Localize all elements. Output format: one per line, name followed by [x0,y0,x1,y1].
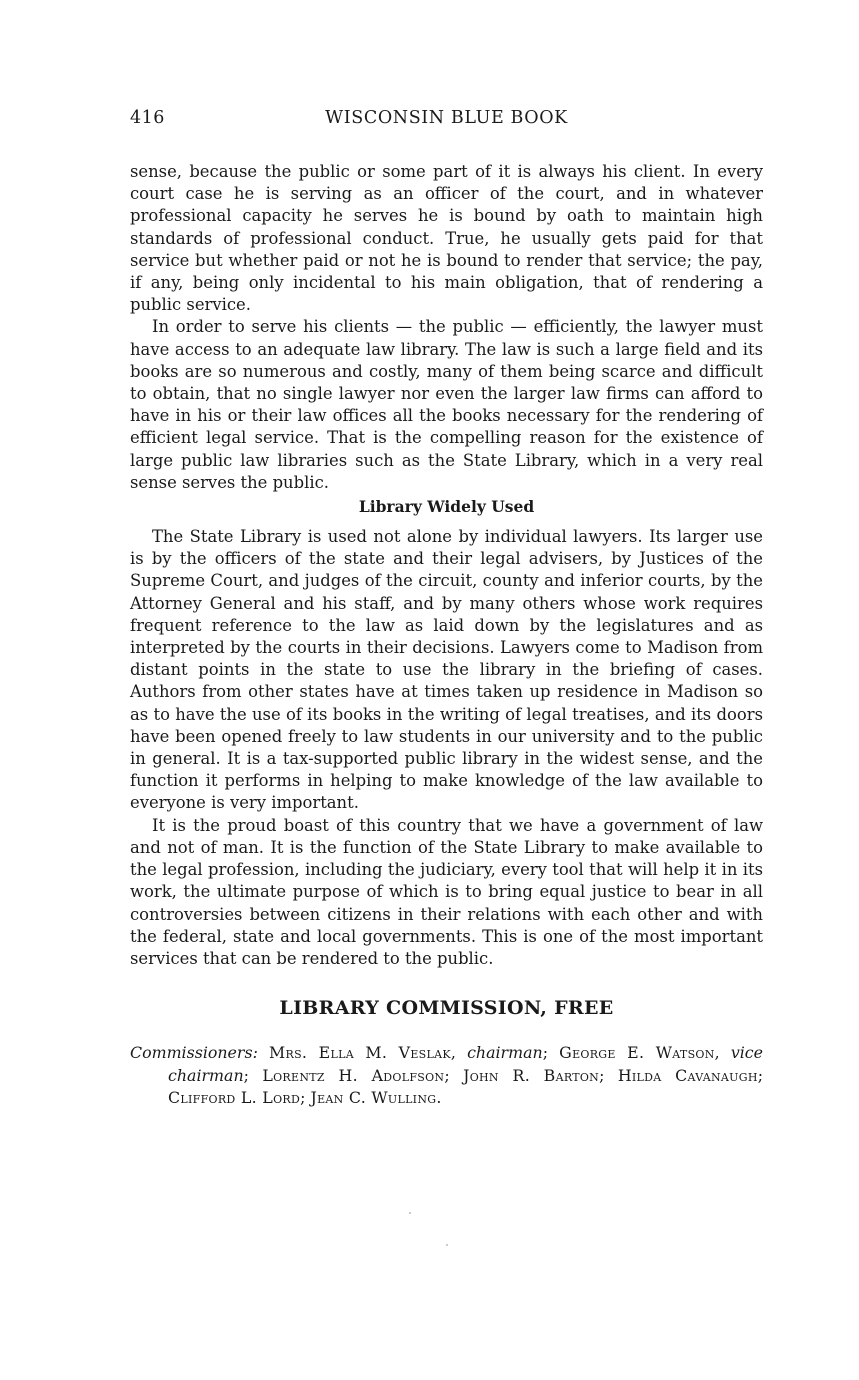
commissioners-list: Commissioners: Mrs. Ella M. Veslak, chairman; George E. Watson, vice chairman; Lorentz H. Adolfson; John R. Barton; Hilda Cavanaugh; Clifford L. Lord; Jean C. Wulling. [130,1043,764,1108]
commissioner-name: Clifford L. Lord [168,1088,301,1108]
subheading-library-widely-used: Library Widely Used [358,497,535,517]
commissioner-name: Jean C. Wulling [310,1088,437,1108]
paragraph-continued: sense, because the public or some part of it is always his client. In every court case he is serving as an officer of the court, and in whatever professional capacity he serves he is bound by oath to maintain high standards of professional conduct. True, he usually gets paid for that service but whether paid or not he is bound to render that service; the pay, if any, being only incidental to his main obligation, that of rendering a public service. [130,162,763,315]
paper-speck [446,1244,448,1246]
section-heading-library-commission: LIBRARY COMMISSION, FREE [279,997,614,1020]
commissioners-label: Commissioners: [130,1043,258,1063]
commissioner-role: chairman [467,1043,543,1063]
running-head [130,108,763,136]
book-page [130,108,763,1110]
commissioner-name: Hilda Cavanaugh [617,1065,758,1085]
book-title: WISCONSIN BLUE BOOK [325,108,568,128]
commissioner-name: George E. Watson [559,1043,715,1063]
paragraph-state-library-use: The State Library is used not alone by individual lawyers. Its larger use is by the officers of the state and their legal advisers, by Justices of the Supreme Court, and judges of the circuit, county and inferior courts, by the Attorney General and his staff, and by many others whose work requires frequent reference to the law as laid down by the legislatures and as interpreted by the courts in their decisions. Lawyers come to Madison from distant points in the state to use the library in the briefing of cases. Authors from other states have at times taken up residence in Madison so as to have the use of its books in the writing of legal treatises, and its doors have been opened freely to law students in our university and to the public in general. It is a tax-supported public library in the widest sense, and the function it performs in helping to make knowledge of the law available to everyone is very important. [130,527,763,813]
commissioner-name: Mrs. Ella M. Veslak [269,1043,451,1063]
paper-speck [409,1212,411,1214]
paragraph-law-library: In order to serve his clients — the public — efficiently, the lawyer must have access to an adequate law library. The law is such a large field and its books are so numerous and costly, many of them being scarce and difficult to obtain, that no single lawyer nor even the larger law firms can afford to have in his or their law offices all the books necessary for the rendering of efficient legal service. That is the compelling reason for the existence of large public law libraries such as the State Library, which in a very real sense serves the public. [130,317,763,492]
commissioner-name: Lorentz H. Adolfson [262,1065,445,1085]
commissioner-role: vice chairman [168,1043,764,1085]
page-number: 416 [130,108,165,128]
commissioner-name: John R. Barton [463,1065,600,1085]
paragraph-proud-boast: It is the proud boast of this country that we have a government of law and not of man. It is the function of the State Library to make available to the legal profession, including the judiciary, every tool that will help it in its work, the ultimate purpose of which is to bring equal justice to bear in all controversies between citizens in their relations with each other and with the federal, state and local governments. This is one of the most important services that can be rendered to the public. [130,815,763,968]
